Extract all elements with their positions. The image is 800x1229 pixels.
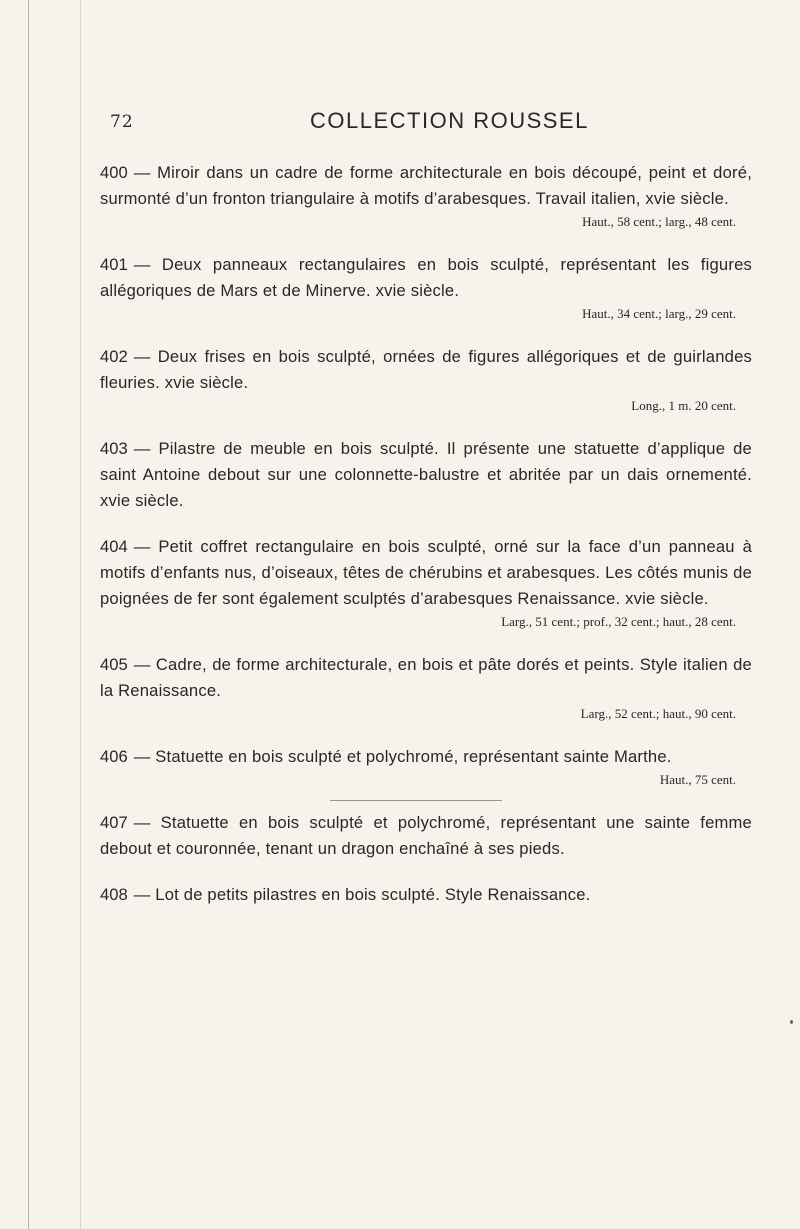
entry-text: — Deux panneaux rectangulaires en bois sculpté, représentant les figures allégoriques de Mars et de Minerve. xvie siècle.: [100, 255, 752, 300]
entry-number: 402: [100, 347, 128, 366]
entry-dimensions: Larg., 51 cent.; prof., 32 cent.; haut., 28 cent.: [501, 614, 736, 629]
catalogue-entry: [100, 882, 752, 908]
catalogue-entry: [100, 252, 752, 324]
entry-text: — Statuette en bois sculpté et polychromé, représentant sainte Marthe.: [133, 747, 672, 766]
catalogue-entries: [100, 160, 752, 928]
entry-text: — Deux frises en bois sculpté, ornées de figures allégoriques et de guirlandes fleuries. xvie siècle.: [100, 347, 752, 392]
entry-dimensions: Larg., 52 cent.; haut., 90 cent.: [580, 706, 736, 721]
entry-number: 405: [100, 655, 128, 674]
entry-dimensions: Haut., 75 cent.: [659, 772, 736, 787]
entry-text: — Pilastre de meuble en bois sculpté. Il présente une statuette d’applique de saint Antoine debout sur une colonnette-balustre et abritée par un dais ornementé. xvie siècle.: [100, 439, 752, 510]
entry-text: — Statuette en bois sculpté et polychromé, représentant une sainte femme debout et couronnée, tenant un dragon enchaîné à ses pieds.: [100, 813, 752, 858]
binding-edge-line: [80, 0, 81, 1229]
page-number: 72: [110, 112, 134, 132]
entry-number: 407: [100, 813, 128, 832]
paper-speck: [790, 1020, 793, 1024]
entry-text: — Lot de petits pilastres en bois sculpté. Style Renaissance.: [133, 885, 591, 904]
catalogue-entry: [100, 344, 752, 416]
entry-text: — Miroir dans un cadre de forme architecturale en bois découpé, peint et doré, surmonté d’un fronton triangulaire à motifs d’arabesques. Travail italien, xvie siècle.: [100, 163, 752, 208]
end-rule: [330, 800, 502, 801]
catalogue-entry: [100, 744, 752, 790]
catalogue-entry: [100, 534, 752, 632]
entry-text: — Petit coffret rectangulaire en bois sculpté, orné sur la face d’un panneau à motifs d’enfants nus, d’oiseaux, têtes de chérubins et arabesques. Les côtés munis de poignées de fer sont également sculptés d’arabesques Renaissance. xvie siècle.: [100, 537, 752, 608]
entry-number: 404: [100, 537, 128, 556]
entry-dimensions: Haut., 58 cent.; larg., 48 cent.: [582, 214, 736, 229]
entry-dimensions: Haut., 34 cent.; larg., 29 cent.: [582, 306, 736, 321]
page-title: COLLECTION ROUSSEL: [310, 108, 589, 133]
entry-number: 401: [100, 255, 128, 274]
entry-number: 403: [100, 439, 128, 458]
binding-edge-line: [28, 0, 29, 1229]
catalogue-entry: [100, 160, 752, 232]
entry-dimensions: Long., 1 m. 20 cent.: [631, 398, 736, 413]
entry-number: 408: [100, 885, 128, 904]
catalogue-entry: [100, 652, 752, 724]
catalogue-entry: [100, 436, 752, 514]
catalogue-entry: [100, 810, 752, 862]
entry-number: 400: [100, 163, 128, 182]
entry-number: 406: [100, 747, 128, 766]
entry-text: — Cadre, de forme architecturale, en bois et pâte dorés et peints. Style italien de la Renaissance.: [100, 655, 752, 700]
page-header: [110, 108, 750, 138]
